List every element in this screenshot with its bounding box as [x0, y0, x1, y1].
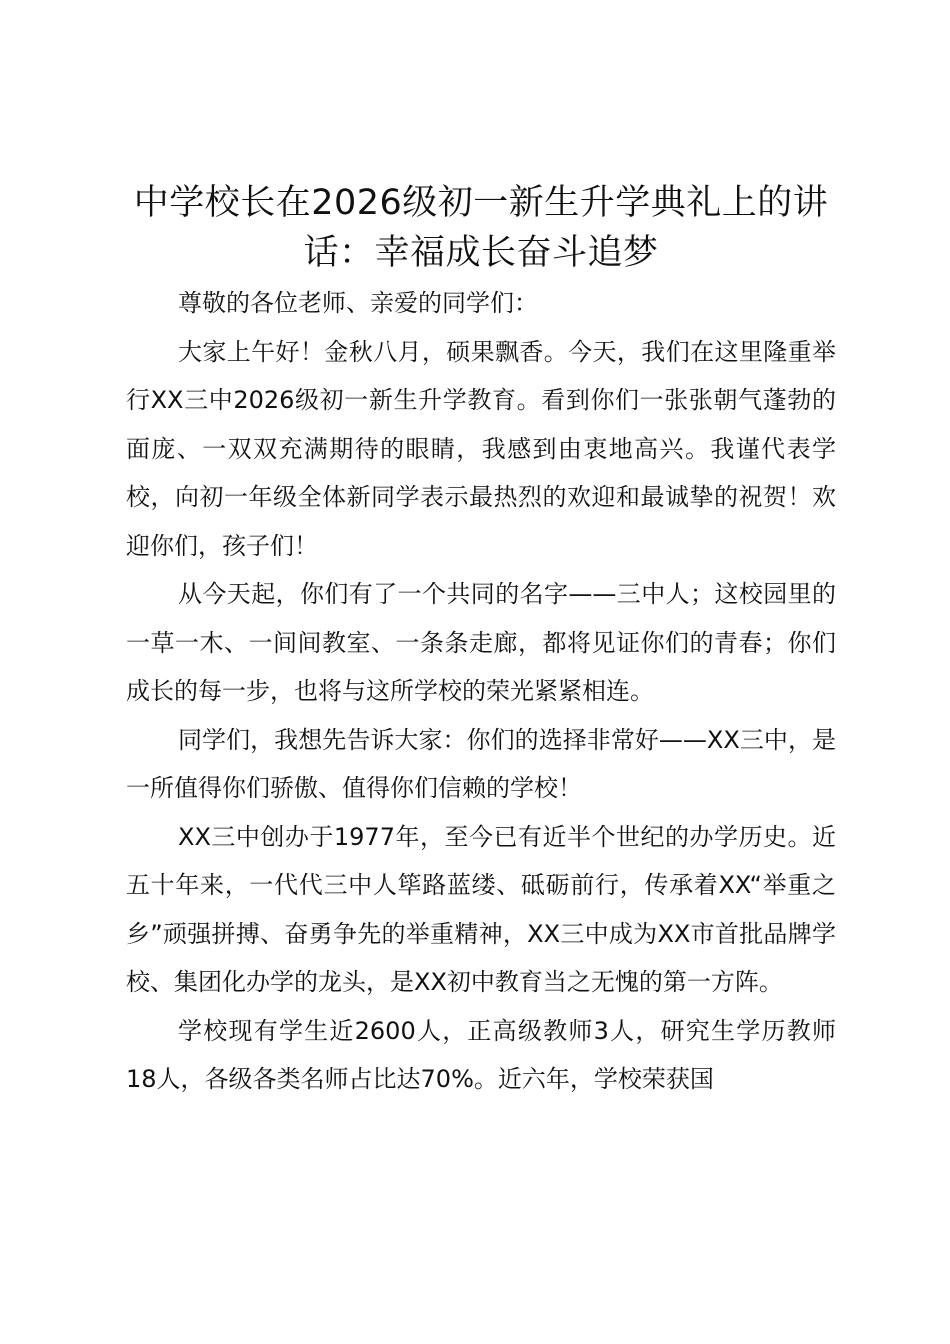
paragraph-welcome: 大家上午好！金秋八月，硕果飘香。今天，我们在这里隆重举行XX三中2026级初一新生升学教育。看到你们一张张朝气蓬勃的面庞、一双双充满期待的眼睛，我感到由衷地高兴。我谨代表学校，向初一年级全体新同学表示最热烈的欢迎和最诚挚的祝贺！欢迎你们，孩子们！: [126, 337, 836, 560]
paragraph-salutation: 尊敬的各位老师、亲爱的同学们：: [178, 289, 538, 317]
document-page: [126, 178, 836, 1104]
paragraph-new-identity: 从今天起，你们有了一个共同的名字——三中人；这校园里的一草一木、一间间教室、一条条走廊，都将见证你们的青春；你们成长的每一步，也将与这所学校的荣光紧紧相连。: [126, 580, 836, 705]
paragraph-school-history: XX三中创办于1977年，至今已有近半个世纪的办学历史。近五十年来，一代代三中人筚路蓝缕、砥砺前行，传承着XX“举重之乡”顽强拼搏、奋勇争先的举重精神，XX三中成为XX市首批品牌学校、集团化办学的龙头，是XX初中教育当之无愧的第一方阵。: [126, 822, 836, 996]
document-body: [126, 279, 836, 1104]
paragraph-good-choice: 同学们，我想先告诉大家：你们的选择非常好——XX三中，是一所值得你们骄傲、值得你们信赖的学校！: [126, 725, 836, 802]
paragraph-school-stats: 学校现有学生近2600人，正高级教师3人，研究生学历教师18人，各级各类名师占比达70%。近六年，学校荣获国: [126, 1016, 836, 1093]
document-title: 中学校长在2026级初一新生升学典礼上的讲话：幸福成长奋斗追梦: [133, 183, 829, 273]
